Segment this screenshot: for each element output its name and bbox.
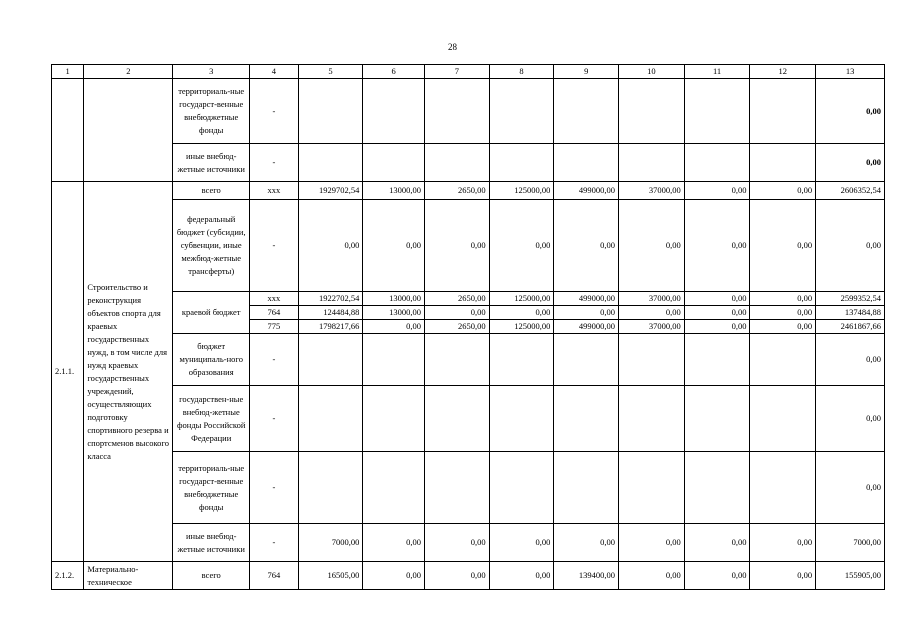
column-header: 6 <box>363 65 425 79</box>
value-cell: 0,00 <box>363 200 425 292</box>
value-cell: 37000,00 <box>619 320 685 334</box>
value-cell <box>619 334 685 386</box>
value-cell <box>554 334 619 386</box>
total-cell: 2606352,54 <box>816 182 885 200</box>
source-cell: территориаль-ные государст-венные внебюджетные фонды <box>173 452 250 524</box>
value-cell: 0,00 <box>554 306 619 320</box>
value-cell: 0,00 <box>750 306 816 320</box>
code-cell: 775 <box>250 320 299 334</box>
value-cell <box>684 144 750 182</box>
column-header: 12 <box>750 65 816 79</box>
table-row <box>52 386 885 452</box>
value-cell: 0,00 <box>750 182 816 200</box>
column-header: 4 <box>250 65 299 79</box>
value-cell: 0,00 <box>619 562 685 590</box>
code-cell: - <box>250 524 299 562</box>
value-cell: 0,00 <box>750 320 816 334</box>
value-cell: 0,00 <box>363 320 425 334</box>
column-header: 9 <box>554 65 619 79</box>
code-cell: - <box>250 200 299 292</box>
value-cell <box>489 386 554 452</box>
page-number: 28 <box>448 42 457 52</box>
value-cell: 0,00 <box>554 200 619 292</box>
value-cell: 499000,00 <box>554 292 619 306</box>
value-cell <box>750 79 816 144</box>
budget-table <box>51 64 885 590</box>
table-row <box>52 524 885 562</box>
value-cell: 0,00 <box>489 524 554 562</box>
value-cell: 0,00 <box>684 200 750 292</box>
value-cell: 2650,00 <box>424 320 489 334</box>
value-cell: 1798217,66 <box>298 320 363 334</box>
code-cell: - <box>250 452 299 524</box>
table-row <box>52 182 885 200</box>
table-row <box>52 562 885 590</box>
value-cell <box>489 334 554 386</box>
value-cell: 7000,00 <box>298 524 363 562</box>
total-cell: 0,00 <box>816 144 885 182</box>
value-cell <box>750 386 816 452</box>
value-cell: 0,00 <box>424 524 489 562</box>
column-header: 10 <box>619 65 685 79</box>
column-header: 5 <box>298 65 363 79</box>
value-cell <box>554 79 619 144</box>
value-cell: 0,00 <box>684 292 750 306</box>
column-header: 8 <box>489 65 554 79</box>
value-cell: 16505,00 <box>298 562 363 590</box>
code-cell: 764 <box>250 562 299 590</box>
value-cell <box>554 144 619 182</box>
value-cell <box>489 79 554 144</box>
total-cell: 7000,00 <box>816 524 885 562</box>
total-cell: 2599352,54 <box>816 292 885 306</box>
source-cell: бюджет муниципаль-ного образования <box>173 334 250 386</box>
item-number-cell <box>52 79 84 182</box>
value-cell: 0,00 <box>684 320 750 334</box>
table-row <box>52 79 885 144</box>
value-cell <box>489 452 554 524</box>
total-cell: 0,00 <box>816 200 885 292</box>
code-cell: - <box>250 144 299 182</box>
total-cell: 137484,88 <box>816 306 885 320</box>
value-cell: 0,00 <box>619 524 685 562</box>
value-cell <box>424 79 489 144</box>
value-cell: 0,00 <box>750 200 816 292</box>
value-cell <box>554 452 619 524</box>
value-cell <box>424 452 489 524</box>
total-cell: 0,00 <box>816 334 885 386</box>
value-cell <box>684 386 750 452</box>
total-cell: 2461867,66 <box>816 320 885 334</box>
value-cell <box>363 79 425 144</box>
value-cell: 37000,00 <box>619 292 685 306</box>
column-header: 3 <box>173 65 250 79</box>
value-cell <box>424 386 489 452</box>
value-cell: 2650,00 <box>424 292 489 306</box>
value-cell <box>298 79 363 144</box>
value-cell <box>363 452 425 524</box>
value-cell: 0,00 <box>424 200 489 292</box>
total-cell: 0,00 <box>816 452 885 524</box>
table-body <box>52 65 885 590</box>
header-row <box>52 65 885 79</box>
value-cell: 0,00 <box>489 562 554 590</box>
value-cell: 0,00 <box>489 306 554 320</box>
source-cell: территориаль-ные государст-венные внебюджетные фонды <box>173 79 250 144</box>
value-cell: 499000,00 <box>554 182 619 200</box>
item-name-cell: Материально-техническое <box>84 562 173 590</box>
value-cell: 0,00 <box>363 524 425 562</box>
source-cell: иные внебюд-жетные источники <box>173 524 250 562</box>
value-cell <box>750 452 816 524</box>
value-cell <box>619 452 685 524</box>
source-cell: иные внебюд-жетные источники <box>173 144 250 182</box>
value-cell <box>363 144 425 182</box>
value-cell: 0,00 <box>750 524 816 562</box>
value-cell <box>619 386 685 452</box>
total-cell: 0,00 <box>816 79 885 144</box>
value-cell: 0,00 <box>424 562 489 590</box>
value-cell: 37000,00 <box>619 182 685 200</box>
value-cell <box>424 144 489 182</box>
value-cell: 0,00 <box>298 200 363 292</box>
column-header: 13 <box>816 65 885 79</box>
source-cell: всего <box>173 562 250 590</box>
value-cell: 13000,00 <box>363 306 425 320</box>
source-cell: федеральный бюджет (субсидии, субвенции, иные межбюд-жетные трансферты) <box>173 200 250 292</box>
value-cell: 1929702,54 <box>298 182 363 200</box>
item-name-cell <box>84 79 173 182</box>
value-cell: 124484,88 <box>298 306 363 320</box>
value-cell <box>298 452 363 524</box>
value-cell: 2650,00 <box>424 182 489 200</box>
value-cell: 0,00 <box>363 562 425 590</box>
value-cell <box>684 334 750 386</box>
code-cell: 764 <box>250 306 299 320</box>
value-cell: 0,00 <box>489 200 554 292</box>
code-cell: - <box>250 334 299 386</box>
code-cell: xxx <box>250 182 299 200</box>
value-cell: 125000,00 <box>489 292 554 306</box>
value-cell: 0,00 <box>684 306 750 320</box>
total-cell: 0,00 <box>816 386 885 452</box>
value-cell: 0,00 <box>619 200 685 292</box>
value-cell <box>298 144 363 182</box>
total-cell: 155905,00 <box>816 562 885 590</box>
value-cell: 0,00 <box>684 524 750 562</box>
value-cell <box>619 144 685 182</box>
value-cell: 13000,00 <box>363 182 425 200</box>
code-cell: xxx <box>250 292 299 306</box>
value-cell <box>298 334 363 386</box>
table-row <box>52 452 885 524</box>
value-cell <box>750 144 816 182</box>
item-name-cell: Строительство и реконструкция объектов спорта для краевых государственных нужд, в том числе для нужд краевых государственных учреждений, осуществляющих подготовку спортивного резерва и спортсменов высокого класса <box>84 182 173 562</box>
value-cell <box>750 334 816 386</box>
table-row <box>52 200 885 292</box>
value-cell <box>363 386 425 452</box>
item-number-cell: 2.1.1. <box>52 182 84 562</box>
value-cell <box>619 79 685 144</box>
column-header: 7 <box>424 65 489 79</box>
value-cell <box>554 386 619 452</box>
code-cell: - <box>250 79 299 144</box>
column-header: 11 <box>684 65 750 79</box>
value-cell <box>298 386 363 452</box>
value-cell <box>684 452 750 524</box>
column-header: 1 <box>52 65 84 79</box>
item-number-cell: 2.1.2. <box>52 562 84 590</box>
value-cell <box>424 334 489 386</box>
table-row <box>52 144 885 182</box>
value-cell: 0,00 <box>424 306 489 320</box>
value-cell: 1922702,54 <box>298 292 363 306</box>
value-cell: 499000,00 <box>554 320 619 334</box>
table-row <box>52 292 885 306</box>
source-cell: государствен-ные внебюд-жетные фонды Российской Федерации <box>173 386 250 452</box>
value-cell <box>489 144 554 182</box>
table-row <box>52 334 885 386</box>
value-cell: 0,00 <box>684 182 750 200</box>
value-cell: 0,00 <box>750 292 816 306</box>
value-cell: 0,00 <box>619 306 685 320</box>
source-cell: краевой бюджет <box>173 292 250 334</box>
value-cell: 0,00 <box>684 562 750 590</box>
value-cell: 0,00 <box>554 524 619 562</box>
value-cell <box>363 334 425 386</box>
source-cell: всего <box>173 182 250 200</box>
value-cell: 125000,00 <box>489 182 554 200</box>
value-cell <box>684 79 750 144</box>
column-header: 2 <box>84 65 173 79</box>
value-cell: 0,00 <box>750 562 816 590</box>
value-cell: 125000,00 <box>489 320 554 334</box>
code-cell: - <box>250 386 299 452</box>
value-cell: 139400,00 <box>554 562 619 590</box>
value-cell: 13000,00 <box>363 292 425 306</box>
